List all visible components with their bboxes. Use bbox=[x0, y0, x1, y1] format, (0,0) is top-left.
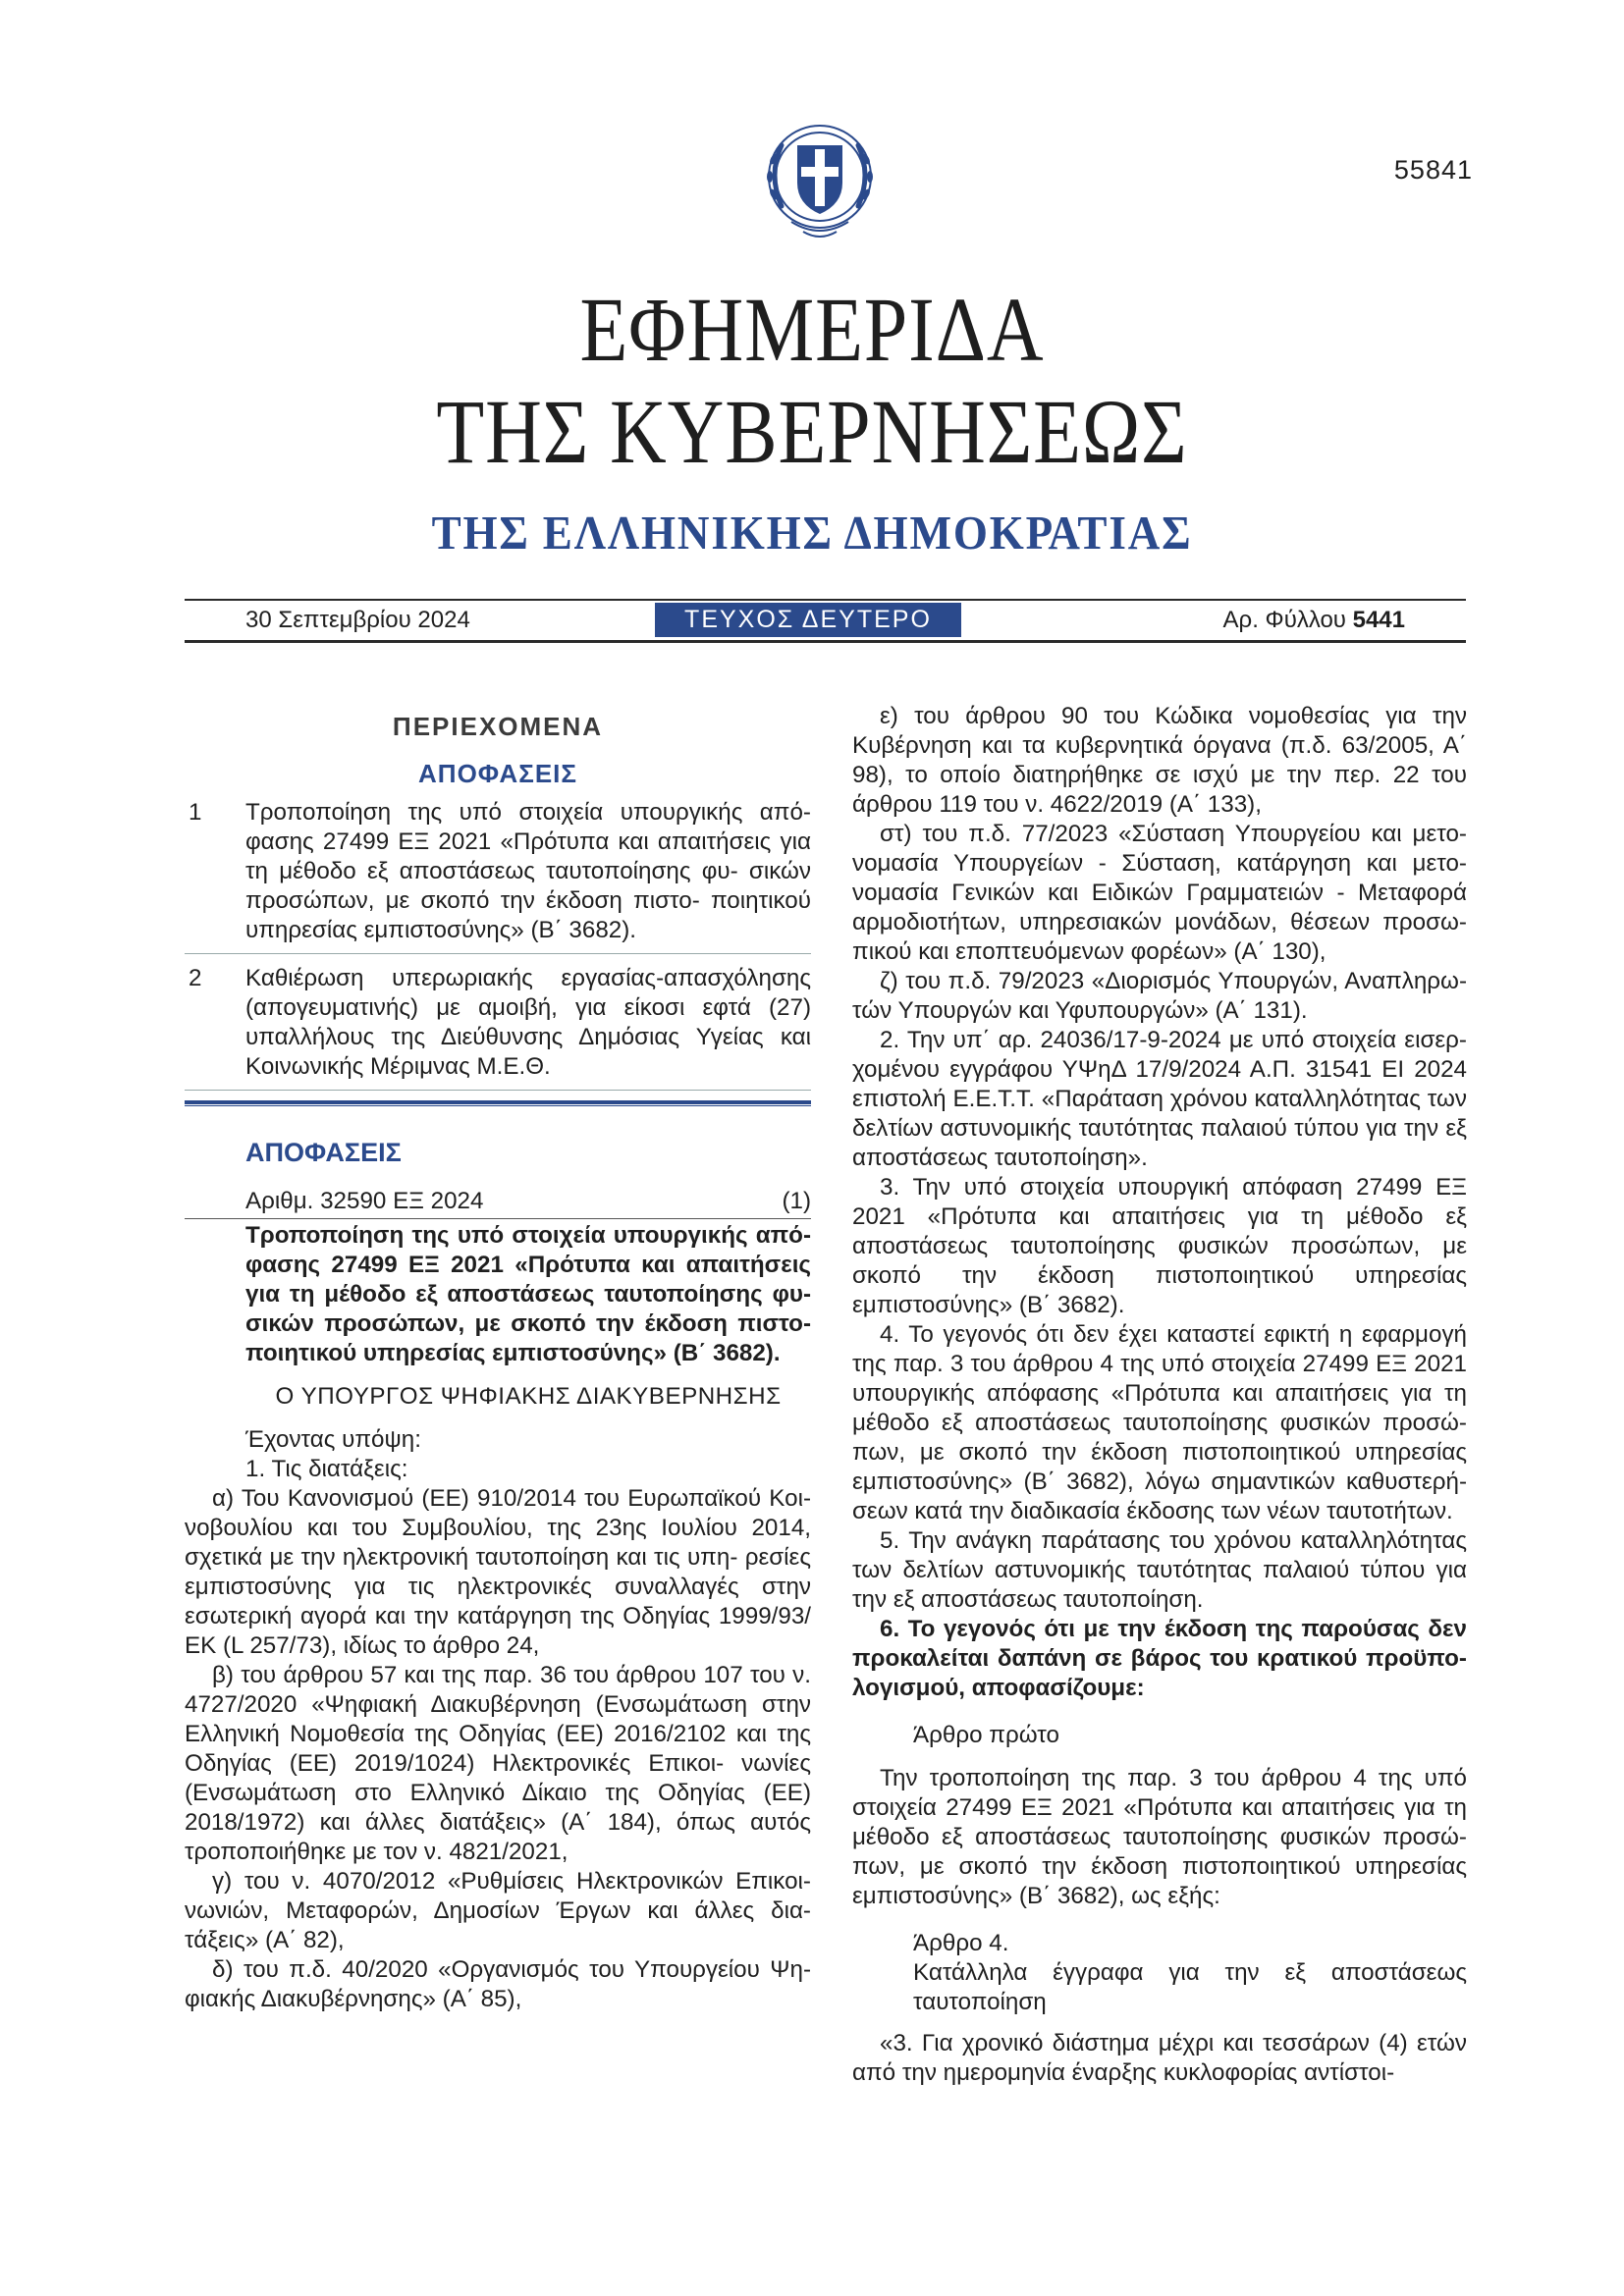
masthead-title-line-2: ΤΗΣ ΚΥΒΕΡΝΗΣΕΩΣ bbox=[436, 382, 1188, 483]
article-4-title: Κατάλληλα έγγραφα για την εξ αποστάσεως ταυτοποίηση bbox=[913, 1959, 1467, 2015]
sheet-label: Αρ. Φύλλου bbox=[1222, 607, 1346, 633]
decisions-heading: ΑΠΟΦΑΣΕΙΣ bbox=[245, 1138, 402, 1167]
sheet-number-value: 5441 bbox=[1352, 607, 1405, 633]
recital-item: ε) του άρθρου 90 του Κώδικα νομοθεσίας για την Κυβέρνηση και τα κυβερνητικά όργανα (π.δ. 63/2005, Α΄ 98), το οποίο διατηρήθηκε σε ισχύ με την περ. 22 του άρθρου 119 του ν. 4622/2019 (Α΄ 133), bbox=[852, 703, 1467, 818]
recital-item: 1. Τις διατάξεις: bbox=[245, 1456, 408, 1482]
recital-intro: Έχοντας υπόψη: bbox=[245, 1426, 421, 1453]
recital-item: 4. Το γεγονός ότι δεν έχει καταστεί εφικτή η εφαρμογή της παρ. 3 του άρθρου 4 της υπό στοιχεία 27499 ΕΞ 2021 υπουργικής απόφασης «Πρότυπα και απαιτήσεις για τη μέθοδο εξ αποστάσεως ταυτοποίησης φυσικών προσώ- πων, με σκοπό την έκδοση πιστοποιητικού υπηρεσίας εμπιστοσύνης» (Β΄ 3682), λόγω σημαντικών καθυστερή- σεων κατά την διαδικασία έκδοσης των νέων ταυτοτήτων. bbox=[852, 1321, 1467, 1524]
toc-item-number: 1 bbox=[189, 799, 202, 826]
minister-heading: Ο ΥΠΟΥΡΓΟΣ ΨΗΦΙΑΚΗΣ ΔΙΑΚΥΒΕΡΝΗΣΗΣ bbox=[275, 1383, 782, 1410]
toc-item bbox=[185, 798, 811, 954]
article-4-label: Άρθρο 4. bbox=[913, 1930, 1009, 1956]
article-4-block bbox=[852, 1929, 1467, 2017]
issue-date: 30 Σεπτεμβρίου 2024 bbox=[245, 607, 470, 633]
recital-item: γ) του ν. 4070/2012 «Ρυθμίσεις Ηλεκτρονικών Επικοι- νωνιών, Μεταφορών, Δημοσίων Έργων και άλλες δια- τάξεις» (Α΄ 82), bbox=[185, 1868, 811, 1953]
recital-item: δ) του π.δ. 40/2020 «Οργανισμός του Υπουργείου Ψη- φιακής Διακυβέρνησης» (Α΄ 85), bbox=[185, 1956, 811, 2012]
issue-bar-top-rule bbox=[185, 599, 1466, 601]
section-divider bbox=[185, 1100, 811, 1106]
recital-item: 2. Την υπ΄ αρ. 24036/17-9-2024 με υπό στοιχεία εισερ- χομένου εγγράφου ΥΨηΔ 17/9/2024 Α.Π. 31541 ΕΙ 2024 επιστολή Ε.Ε.Τ.Τ. «Παράταση χρόνου καταλληλότητας των δελτίων αστυνομικής ταυτότητας παλαιού τύπου για την εξ αποστάσεως ταυτοποίηση». bbox=[852, 1027, 1467, 1171]
article-first-label: Άρθρο πρώτο bbox=[913, 1722, 1059, 1748]
masthead-subtitle: ΤΗΣ ΕΛΛΗΝΙΚΗΣ ΔΗΜΟΚΡΑΤΙΑΣ bbox=[431, 506, 1193, 560]
decision-index: (1) bbox=[782, 1188, 811, 1214]
recital-item: α) Του Κανονισμού (ΕΕ) 910/2014 του Ευρωπαϊκού Κοι- νοβουλίου και του Συμβουλίου, της 23ης Ιουλίου 2014, σχετικά με την ηλεκτρονική ταυτοποίηση και τις υπη- ρεσίες εμπιστοσύνης για τις ηλεκτρονικές συναλλαγές στην εσωτερική αγορά και την κατάργηση της Οδηγίας 1999/93/ΕΚ (L 257/73), ιδίως το άρθρο 24, bbox=[185, 1485, 811, 1659]
masthead-title-line-1: ΕΦΗΜΕΡΙΔΑ bbox=[579, 280, 1045, 381]
recital-item: 3. Την υπό στοιχεία υπουργική απόφαση 27499 ΕΞ 2021 «Πρότυπα και απαιτήσεις για τη μέθοδο εξ αποστάσεως ταυτοποίησης φυσικών προσώπων, με σκοπό την έκδοση πιστοποιητικού υπηρεσίας εμπιστοσύνης» (Β΄ 3682). bbox=[852, 1174, 1467, 1318]
toc-item-text: Καθιέρωση υπερωριακής εργασίας-απασχόλησης (απογευματινής) με αμοιβή, για είκοσι εφτά (27) υπαλλήλους της Διεύθυνσης Δημόσιας Υγείας και Κοινωνικής Μέριμνας Μ.Ε.Θ. bbox=[245, 965, 811, 1080]
right-column bbox=[852, 702, 1467, 2088]
toc-item bbox=[185, 964, 811, 1091]
issue-info-bar bbox=[185, 599, 1466, 643]
article-4-text: «3. Για χρονικό διάστημα μέχρι και τεσσάρων (4) ετών από την ημερομηνία έναρξης κυκλοφορίας αντίστοι- bbox=[852, 2030, 1467, 2086]
toc-item-number: 2 bbox=[189, 965, 202, 991]
toc-heading: ΠΕΡΙΕΧΟΜΕΝΑ bbox=[392, 712, 604, 741]
masthead bbox=[0, 280, 1624, 562]
article-first-text: Την τροποποίηση της παρ. 3 του άρθρου 4 της υπό στοιχεία 27499 ΕΞ 2021 «Πρότυπα και απαιτήσεις για τη μέθοδο εξ αποστάσεως ταυτοποίησης φυσικών προσώ- πων, με σκοπό την έκδοση πιστοποιητικού υπηρεσίας εμπιστοσύνης» (Β΄ 3682), ως εξής: bbox=[852, 1765, 1467, 1909]
recital-item: στ) του π.δ. 77/2023 «Σύσταση Υπουργείου και μετο- νομασία Υπουργείων - Σύσταση, κατάργηση και μετο- νομασία Γενικών και Ειδικών Γραμματειών - Μεταφορά αρμοδιοτήτων, υπηρεσιακών μονάδων, θέσεων προσω- πικού και εποπτευόμενων φορέων» (Α΄ 130), bbox=[852, 821, 1467, 965]
issue-sheet-number bbox=[1223, 607, 1405, 634]
decision-number-row bbox=[185, 1187, 811, 1219]
issue-bar-bottom-rule bbox=[185, 640, 1466, 643]
recital-item: ζ) του π.δ. 79/2023 «Διορισμός Υπουργών, Αναπληρω- τών Υπουργών και Υφυπουργών» (Α΄ 131). bbox=[852, 968, 1467, 1024]
page-number: 55841 bbox=[1393, 155, 1473, 185]
decision-title: Τροποποίηση της υπό στοιχεία υπουργικής από- φασης 27499 ΕΞ 2021 «Πρότυπα και απαιτήσεις για τη μέθοδο εξ αποστάσεως ταυτοποίησης φυ- σικών προσώπων, με σκοπό την έκδοση πιστο- ποιητικού υπηρεσίας εμπιστοσύνης» (Β΄ 3682). bbox=[245, 1222, 811, 1366]
recital-item-final: 6. Το γεγονός ότι με την έκδοση της παρούσας δεν προκαλείται δαπάνη σε βάρος του κρατικού προϋπο- λογισμού, αποφασίζουμε: bbox=[852, 1616, 1467, 1701]
toc-item-text: Τροποποίηση της υπό στοιχεία υπουργικής από- φασης 27499 ΕΞ 2021 «Πρότυπα και απαιτήσεις για τη μέθοδο εξ αποστάσεως ταυτοποίησης φυ- σικών προσώπων, με σκοπό την έκδοση πιστο- ποιητικού υπηρεσίας εμπιστοσύνης» (Β΄ 3682). bbox=[245, 799, 811, 943]
toc-subheading: ΑΠΟΦΑΣΕΙΣ bbox=[418, 759, 577, 788]
left-column bbox=[185, 702, 811, 2014]
recital-item: 5. Την ανάγκη παράτασης του χρόνου καταλληλότητας των δελτίων αστυνομικής ταυτότητας παλαιού τύπου για την εξ αποστάσεως ταυτοποίηση. bbox=[852, 1527, 1467, 1613]
recital-item: β) του άρθρου 57 και της παρ. 36 του άρθρου 107 του ν. 4727/2020 «Ψηφιακή Διακυβέρνηση (Ενσωμάτωση στην Ελληνική Νομοθεσία της Οδηγίας (ΕΕ) 2016/2102 και της Οδηγίας (ΕΕ) 2019/1024) Ηλεκτρονικές Επικοι- νωνίες (Ενσωμάτωση στο Ελληνικό Δίκαιο της Οδηγίας (ΕΕ) 2018/1972) και άλλες διατάξεις» (Α΄ 184), όπως αυτός τροποποιήθηκε με τον ν. 4821/2021, bbox=[185, 1662, 811, 1865]
decision-number: Αριθμ. 32590 ΕΞ 2024 bbox=[245, 1188, 484, 1214]
coat-of-arms-emblem bbox=[752, 116, 888, 263]
issue-series-label: ΤΕΥΧΟΣ ΔΕΥΤΕΡΟ bbox=[655, 603, 961, 637]
